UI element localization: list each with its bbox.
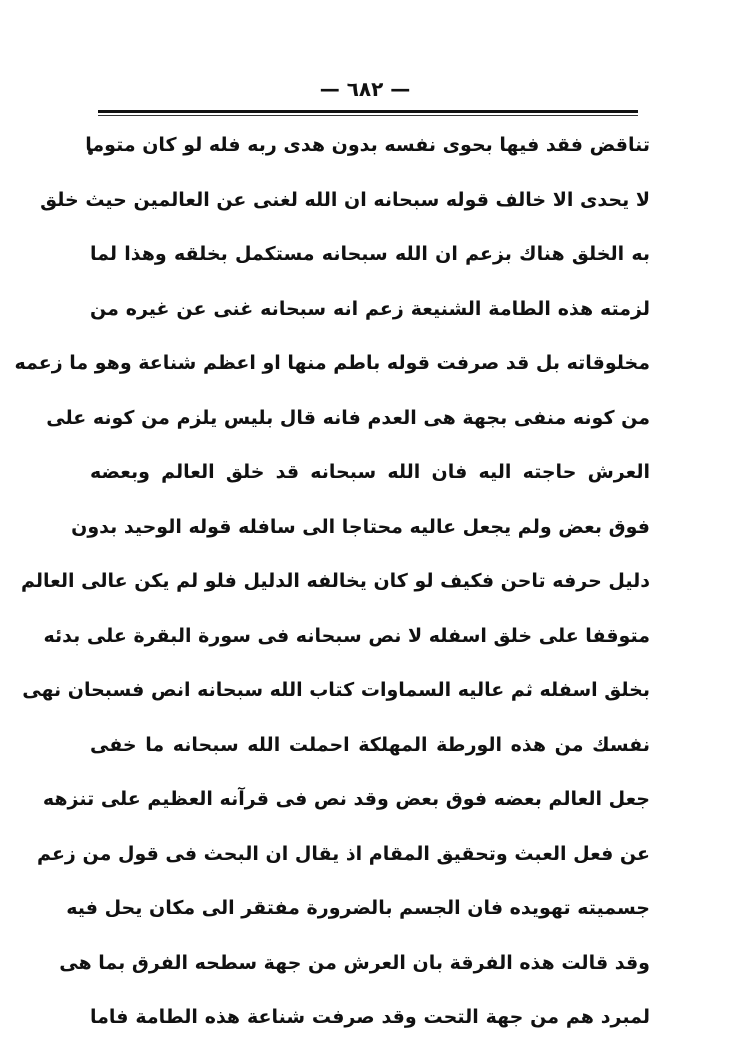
text-line: تناقض فقد فيها بحوى نفسه بدون هدى ربه فله لو كان متوما: [85, 134, 650, 156]
arabic-text-body: [14, 118, 650, 1045]
text-line: وقد قالت هذه الفرقة بان العرش من جهة سطحه الفرق بما هى: [59, 951, 650, 974]
text-line: عن فعل العبث وتحقيق المقام اذ يقال ان البحث فى قول من زعم: [37, 842, 650, 865]
text-line: به الخلق هناك بزعم ان الله سبحانه مستكمل بخلقه وهذا لما: [90, 243, 650, 265]
text-line: فوق بعض ولم يجعل عاليه محتاجا الى سافله قوله الوحيد بدون: [71, 515, 650, 538]
page-number: — ٦٨٢ —: [319, 77, 411, 101]
header-rule-thin: [98, 115, 638, 116]
text-line: جسميته تهويده فان الجسم بالضرورة مفتقر الى مكان يحل فيه: [66, 897, 650, 919]
text-line: بخلق اسفله ثم عاليه السماوات كتاب الله سبحانه انص فسبحان نهى: [22, 679, 650, 701]
header-rule: [98, 110, 638, 113]
text-line: من كونه منفى بجهة هى العدم فانه قال بليس يلزم من كونه على: [46, 406, 650, 429]
text-line: لا يحدى الا خالف قوله سبحانه ان الله لغنى عن العالمين حيث خلق: [40, 188, 650, 211]
text-line: نفسك من هذه الورطة المهلكة احملت الله سبحانه ما خفى: [90, 733, 650, 756]
text-line: مخلوقاته بل قد صرفت قوله باطم منها او اعظم شناعة وهو ما زعمه: [14, 352, 650, 374]
text-line: متوقفا على خلق اسفله لا نص سبحانه فى سورة البقرة على بدئه: [43, 624, 650, 647]
text-line: العرش حاجته اليه فان الله سبحانه قد خلق العالم وبعضه: [90, 461, 650, 483]
text-line: لزمته هذه الطامة الشنيعة زعم انه سبحانه غنى عن غيره من: [90, 297, 650, 320]
page-header: [95, 78, 635, 108]
text-line: جعل العالم بعضه فوق بعض وقد نص فى قرآنه العظيم على تنزهه: [42, 788, 650, 810]
text-line: لمبرد هم من جهة التحت وقد صرفت شناعة هذه الطامة فاما: [90, 1006, 650, 1028]
text-line: دليل حرفه تاحن فكيف لو كان يخالفه الدليل فلو لم يكن عالى العالم: [20, 570, 650, 592]
